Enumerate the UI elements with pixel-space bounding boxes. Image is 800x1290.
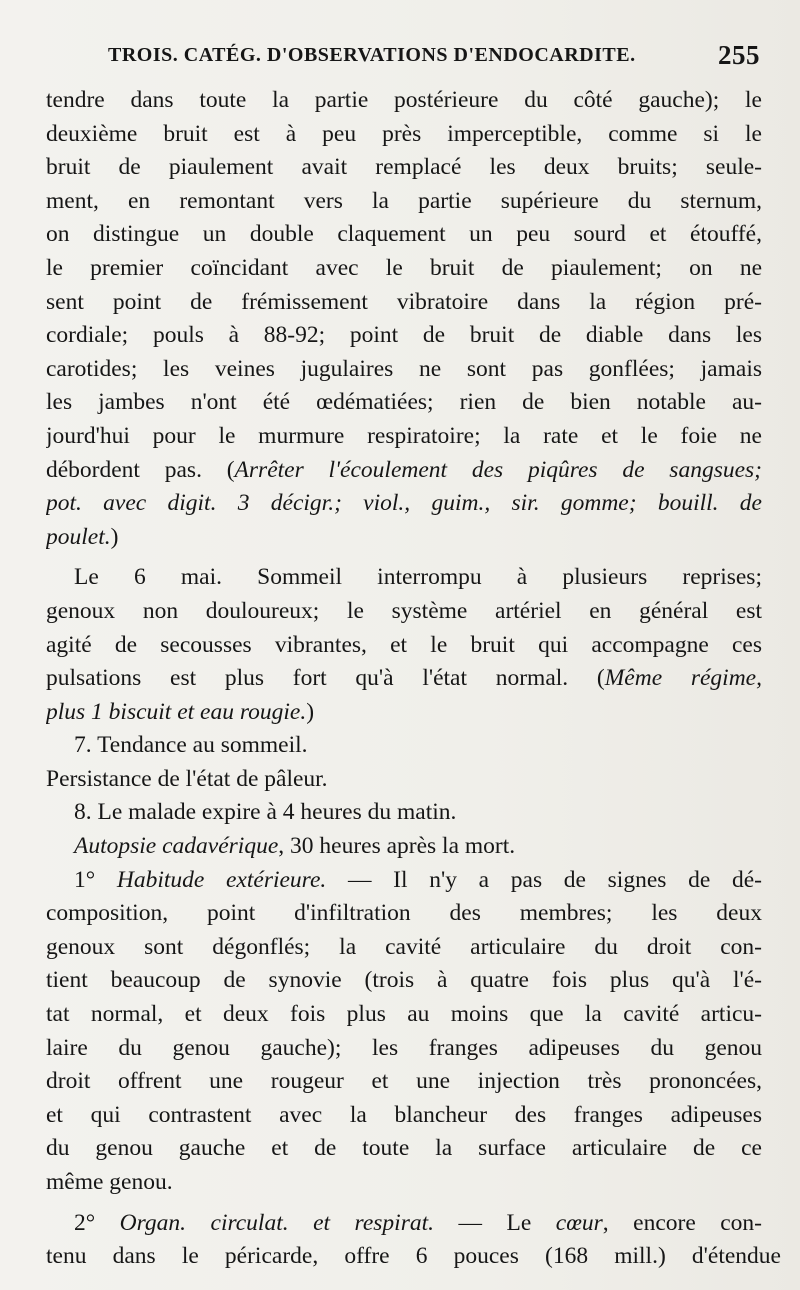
italic-text: Même régime, [604, 665, 762, 692]
text-run: laire du genou gauche); les franges adipeuses du genou [46, 1034, 762, 1061]
text-line [46, 353, 762, 387]
text-line [46, 729, 762, 763]
running-head [108, 40, 760, 76]
text-line [46, 218, 762, 252]
text-line [46, 286, 762, 320]
text-line [46, 487, 762, 521]
italic-text: Organ. circulat. et respirat. [119, 1209, 434, 1236]
text-line [46, 561, 762, 595]
text-line [46, 1065, 762, 1099]
text-run: droit offrent une rougeur et une injection très prononcées, [46, 1068, 762, 1095]
text-line [46, 662, 762, 696]
italic-text: Autopsie cadavérique [74, 833, 279, 860]
text-run: tat normal, et deux fois plus au moins que la cavité articu- [46, 1001, 762, 1028]
italic-text: Habitude extérieure. [116, 866, 327, 893]
text-run: 8. Le malade expire à 4 heures du matin. [74, 799, 457, 826]
page-number: 255 [718, 40, 760, 70]
text-line [46, 931, 762, 965]
text-line [46, 595, 762, 629]
text-run: ) [110, 523, 119, 550]
text-run: ) [306, 698, 315, 725]
text-run: — Il n'y a pas de signes de dé- [326, 866, 762, 893]
italic-text: Arrêter l'écoulement des piqûres de sangsues; [234, 456, 762, 483]
text-run: genoux non douloureux; le système artériel en général est [46, 597, 762, 624]
text-line [46, 1132, 762, 1166]
text-run: , encore con- [602, 1209, 762, 1236]
text-run: cordiale; pouls à 88-92; point de bruit de diable dans les [46, 322, 762, 349]
text-run: sent point de frémissement vibratoire dans la région pré- [46, 288, 762, 315]
text-run: 7. Tendance au sommeil. [74, 732, 308, 759]
text-line [46, 386, 762, 420]
italic-text: pot. avec digit. 3 décigr.; viol., guim., sir. gomme; bouill. de [46, 490, 762, 517]
text-line [46, 252, 762, 286]
text-run: — Le [434, 1209, 556, 1236]
text-run: 2° [74, 1209, 120, 1236]
text-run: le premier coïncidant avec le bruit de piaulement; on ne [46, 254, 762, 281]
text-line [46, 1207, 762, 1241]
text-line [46, 151, 762, 185]
text-line [46, 796, 762, 830]
text-line [46, 185, 762, 219]
text-line [46, 897, 762, 931]
text-line [46, 521, 762, 555]
text-run: carotides; les veines jugulaires ne sont pas gonflées; jamais [46, 355, 762, 382]
text-run: tient beaucoup de synovie (trois à quatre fois plus qu'à l'é- [46, 967, 762, 994]
text-line [46, 998, 762, 1032]
text-run: , 30 heures après la mort. [278, 833, 516, 860]
text-line [46, 1099, 762, 1133]
text-line [46, 629, 762, 663]
text-line [46, 964, 762, 998]
text-run: 1° [74, 866, 117, 893]
text-line [46, 763, 762, 797]
text-line [46, 696, 762, 730]
text-line [46, 830, 762, 864]
text-run: Persistance de l'état de pâleur. [46, 765, 328, 792]
text-run: tendre dans toute la partie postérieure du côté gauche); le [46, 87, 762, 113]
text-run: tenu dans le péricarde, offre 6 pouces (168 mill.) d'étendue [46, 1243, 781, 1270]
text-run: bruit de piaulement avait remplacé les deux bruits; seule- [46, 154, 762, 181]
text-run: deuxième bruit est à peu près imperceptible, comme si le [46, 120, 762, 147]
text-run: ment, en remontant vers la partie supérieure du sternum, [46, 187, 762, 214]
text-run: genoux sont dégonflés; la cavité articulaire du droit con- [46, 933, 762, 960]
italic-text: cœur [555, 1209, 603, 1236]
italic-text: poulet. [46, 523, 111, 550]
text-run: et qui contrastent avec la blancheur des franges adipeuses [46, 1101, 762, 1128]
text-run: les jambes n'ont été œdématiées; rien de bien notable au- [46, 389, 762, 416]
text-run: Le 6 mai. Sommeil interrompu à plusieurs reprises; [74, 564, 762, 591]
text-line [46, 420, 762, 454]
text-run: composition, point d'infiltration des membres; les deux [46, 900, 762, 927]
text-line [46, 454, 762, 488]
text-line [46, 1240, 781, 1274]
text-line [46, 864, 762, 898]
text-run: même genou. [46, 1169, 173, 1195]
running-title: TROIS. CATÉG. D'OBSERVATIONS D'ENDOCARDITE. [108, 44, 636, 66]
text-run: jourd'hui pour le murmure respiratoire; la rate et le foie ne [46, 422, 762, 449]
text-line [46, 1166, 762, 1200]
text-line [46, 1032, 762, 1066]
text-run: pulsations est plus fort qu'à l'état normal. ( [46, 665, 605, 692]
text-line [46, 319, 762, 353]
text-run: débordent pas. ( [46, 456, 235, 483]
italic-text: plus 1 biscuit et eau rougie. [46, 698, 307, 725]
text-run: agité de secousses vibrantes, et le bruit qui accompagne ces [46, 631, 762, 658]
text-run: on distingue un double claquement un peu sourd et étouffé, [46, 221, 762, 248]
body-text [46, 84, 781, 1274]
text-run: du genou gauche et de toute la surface articulaire de ce [46, 1135, 762, 1162]
text-line [46, 118, 762, 152]
text-line [46, 84, 762, 118]
